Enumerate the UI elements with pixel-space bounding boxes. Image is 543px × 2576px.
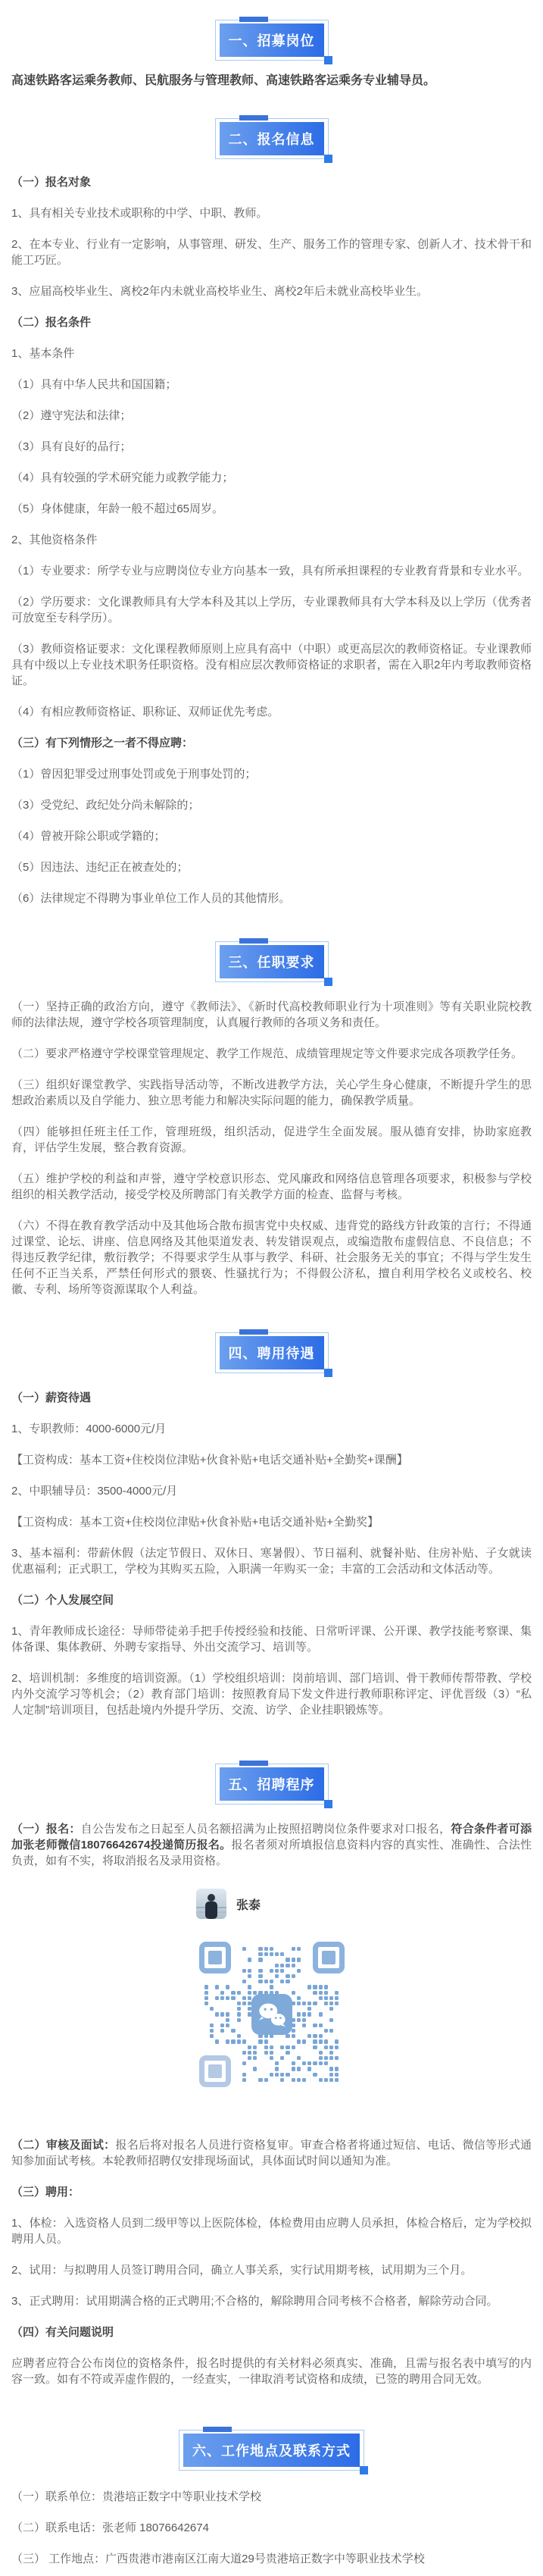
counselor-salary: 2、中职辅导员：3500-4000元/月 [11, 1485, 178, 1498]
signup-basic-item: （4）具有较强的学术研究能力或教学能力； [11, 471, 234, 484]
contact-name: 张泰 [236, 1898, 261, 1912]
contact-unit: （一）联系单位：贵港培正数字中等职业技术学校 [11, 2490, 262, 2503]
signup-other-item: （1）专业要求：所学专业与应聘岗位专业方向基本一致，具有所承担课程的专业教育背景和专业水平。 [11, 565, 529, 577]
recruit-positions-text: 高速铁路客运乘务教师、民航服务与管理教师、高速铁路客运乘务专业辅导员。 [11, 74, 436, 87]
section-header-recruit-positions [215, 20, 329, 61]
header-frame [215, 118, 329, 159]
growth-heading: （二）个人发展空间 [11, 1594, 114, 1607]
teacher-salary: 1、专职教师：4000-6000元/月 [11, 1423, 167, 1435]
signup-other-heading: 2、其他资格条件 [11, 534, 98, 546]
counselor-salary-note: 【工资构成：基本工资+住校岗位津贴+伙食补贴+电话交通补贴+全勤奖】 [11, 1516, 379, 1529]
signup-condition-heading: （二）报名条件 [11, 316, 92, 329]
header-corner-square [324, 1800, 332, 1808]
apply-pre-text: 自公告发布之日起至人员名额招满为止按照招聘岗位条件要求对口报名， [80, 1823, 451, 1836]
signup-basic-item: （5）身体健康，年龄一般不超过65周岁。 [11, 502, 224, 515]
apply-post-text: 报名者须对所填报信息资料内容的真实性、准确性、合法性负责，如有不实，将取消报名及录用资格。 [11, 1839, 532, 1867]
section-header-treatment [215, 1332, 329, 1373]
wechat-logo-icon [251, 1994, 292, 2035]
hire-item: 1、体检：入选资格人员到二级甲等以上医院体检，体检费用由应聘人员承担，体检合格后，定为学校拟聘用人员。 [11, 2217, 532, 2246]
apply-wechat-bold-text: 符合条件者可添加张老师微信18076642674投递简历报名。 [11, 1823, 532, 1851]
header-frame [215, 941, 329, 982]
duty-item: （二）要求严格遵守学校课堂管理规定、教学工作规范、成绩管理规定等文件要求完成各项教学任务。 [11, 1047, 523, 1060]
section-title: 五、招聘程序 [220, 1767, 324, 1801]
signup-object-item: 1、具有相关专业技术或职称的中学、中职、教师。 [11, 207, 268, 220]
review-label: （二）审核及面试： [11, 2139, 116, 2152]
training-text: 2、培训机制：多维度的培训资源。（1）学校组织培训：岗前培训、部门培训、骨干教师传帮带教、学校内外交流学习等机会；（2）教育部门培训：按照教育局下发文件进行教师职称评定、评优晋级（3）“私人定制”培训项目，包括赴境内外提升学历、交流、访学、企业挂职锻炼等。 [11, 1672, 532, 1717]
contact-address: （三） 工作地点：广西贵港市港南区江南大道29号贵港培正数字中等职业技术学校 [11, 2553, 425, 2565]
duty-item: （五）维护学校的利益和声誉，遵守学校意识形态、党风廉政和网络信息管理各项要求，积极参与学校组织的相关教学活动，接受学校及所聘部门有关教学方面的检查、监督与考核。 [11, 1172, 532, 1201]
hire-label: （三）聘用： [11, 2186, 80, 2199]
wechat-qr-code [199, 1942, 345, 2087]
duty-item: （三）组织好课堂教学、实践指导活动等，不断改进教学方法，关心学生身心健康，不断提升学生的思想政治素质以及自学能力、独立思考能力和解决实际问题的能力，确保教学质量。 [11, 1078, 532, 1107]
contact-phone: （二）联系电话：张老师 18076642674 [11, 2521, 209, 2534]
note-label: （四）有关问题说明 [11, 2326, 114, 2339]
qr-finder-top-left [199, 1942, 231, 1973]
duty-item: （四）能够担任班主任工作，管理班级，组织活动，促进学生全面发展。服从德育安排，协助家庭教育，评估学生发展，整合教育资源。 [11, 1125, 532, 1154]
signup-object-item: 2、在本专业、行业有一定影响，从事管理、研发、生产、服务工作的管理专家、创新人才、技术骨干和能工巧匠。 [11, 238, 532, 267]
header-accent-bar [239, 115, 268, 121]
section-header-duty-requirements [215, 941, 329, 982]
header-frame [179, 2430, 364, 2471]
header-accent-bar [239, 1329, 268, 1335]
hire-item: 2、试用：与拟聘用人员签订聘用合同，确立人事关系，实行试用期考核，试用期为三个月。 [11, 2264, 473, 2277]
signup-exclude-item: （5）因违法、违纪正在被查处的； [11, 861, 189, 874]
header-corner-square [324, 1369, 332, 1377]
header-frame [215, 20, 329, 61]
header-corner-square [324, 56, 332, 64]
welfare-text: 3、基本福利：带薪休假（法定节假日、双休日、寒暑假）、节日福利、就餐补贴、住房补贴、子女就读优惠福利；正式职工，学校为其购买五险，入职满一年购买一金；丰富的工会活动和文体活动等。 [11, 1547, 532, 1576]
signup-object-heading: （一）报名对象 [11, 176, 92, 189]
signup-other-item: （4）有相应教师资格证、职称证、双师证优先考虑。 [11, 706, 279, 718]
header-accent-bar [239, 1761, 268, 1766]
qr-finder-bottom-left [199, 2055, 231, 2087]
header-accent-bar [239, 17, 268, 22]
header-accent-bar [239, 938, 268, 944]
growth-path-text: 1、青年教师成长途径：导师带徒弟手把手传授经验和技能、日常听评课、公开课、教学技能考察课、集体备课、集体教研、外聘专家指导、外出交流学习、培训等。 [11, 1625, 532, 1654]
section-header-signup-info [215, 118, 329, 159]
signup-exclude-heading: （三）有下列情形之一者不得应聘： [11, 737, 194, 750]
signup-exclude-item: （4）曾被开除公职或学籍的； [11, 830, 166, 843]
salary-heading: （一）薪资待遇 [11, 1391, 92, 1404]
signup-basic-item: （2）遵守宪法和法律； [11, 409, 132, 422]
apply-paragraph [11, 1821, 532, 1869]
header-corner-square [360, 2466, 368, 2474]
note-text: 应聘者应符合公布岗位的资格条件，报名时提供的有关材料必须真实、准确，且需与报名表中填写的内容一致。如有不符或弄虚作假的，一经查实，一律取消考试资格和成绩，已签的聘用合同无效。 [11, 2357, 532, 2386]
header-frame [215, 1332, 329, 1373]
signup-basic-heading: 1、基本条件 [11, 347, 75, 360]
duty-item: （一）坚持正确的政治方向，遵守《教师法》、《新时代高校教师职业行为十项准则》等有关职业院校教师的法律法规，遵守学校各项管理制度，认真履行教师的各项义务和责任。 [11, 1000, 532, 1029]
review-text: 报名后将对报名人员进行资格复审。审查合格者将通过短信、电话、微信等形式通知参加面试考核。本轮教师招聘仅安排现场面试，具体面试时间以通知为准。 [11, 2139, 532, 2168]
wechat-contact-block [11, 1884, 532, 2122]
signup-object-item: 3、应届高校毕业生、离校2年内未就业高校毕业生、离校2年后未就业高校毕业生。 [11, 285, 429, 298]
signup-other-item: （2）学历要求：文化课教师具有大学本科及其以上学历，专业课教师具有大学本科及以上学历（优秀者可放宽至专科学历）。 [11, 596, 532, 624]
avatar-photo [196, 1889, 226, 1919]
section-header-contact [179, 2430, 364, 2471]
section-header-procedure [215, 1764, 329, 1804]
section-title: 六、工作地点及联系方式 [183, 2434, 360, 2467]
qr-finder-top-right [313, 1942, 345, 1973]
review-paragraph [11, 2137, 532, 2169]
teacher-salary-note: 【工资构成：基本工资+住校岗位津贴+伙食补贴+电话交通补贴+全勤奖+课酬】 [11, 1454, 408, 1466]
contact-avatar [196, 1889, 226, 1919]
signup-basic-item: （1）具有中华人民共和国国籍； [11, 378, 177, 391]
section-title: 四、聘用待遇 [220, 1336, 324, 1369]
hire-item: 3、正式聘用：试用期满合格的正式聘用;不合格的，解除聘用合同考核不合格者，解除劳动合同。 [11, 2295, 498, 2308]
section-title: 三、任职要求 [220, 945, 324, 978]
signup-exclude-item: （1）曾因犯罪受过刑事处罚或免于刑事处罚的； [11, 768, 257, 781]
signup-other-item: （3）教师资格证要求：文化课程教师原则上应具有高中（中职）或更高层次的教师资格证。专业课教师具有中级以上专业技术职务任职资格。没有相应层次教师资格证的求职者，需在入职2年内考取教师资格证。 [11, 643, 532, 687]
section-title: 二、报名信息 [220, 122, 324, 155]
section-title: 一、招募岗位 [220, 23, 324, 57]
apply-label: （一）报名： [11, 1823, 81, 1836]
duty-item: （六）不得在教育教学活动中及其他场合散布损害党中央权威、违背党的路线方针政策的言行；不得通过课堂、论坛、讲座、信息网络及其他渠道发表、转发错误观点，或编造散布虚假信息、不良信息；不得违反教学纪律，敷衍教学；不得要求学生从事与教学、科研、社会服务无关的事宜；不得与学生发生任何不正当关系，严禁任何形式的猥亵、性骚扰行为；不得假公济私，擅自利用学校名义或校名、校徽、专利、场所等资源谋取个人利益。 [11, 1219, 532, 1296]
wechat-contact-card [196, 1889, 261, 1919]
header-frame [215, 1764, 329, 1804]
signup-exclude-item: （3）受党纪、政纪处分尚未解除的； [11, 799, 200, 812]
header-corner-square [324, 978, 332, 986]
signup-basic-item: （3）具有良好的品行； [11, 440, 132, 453]
header-accent-bar [203, 2427, 232, 2432]
signup-exclude-item: （6）法律规定不得聘为事业单位工作人员的其他情形。 [11, 892, 291, 905]
header-corner-square [324, 155, 332, 163]
